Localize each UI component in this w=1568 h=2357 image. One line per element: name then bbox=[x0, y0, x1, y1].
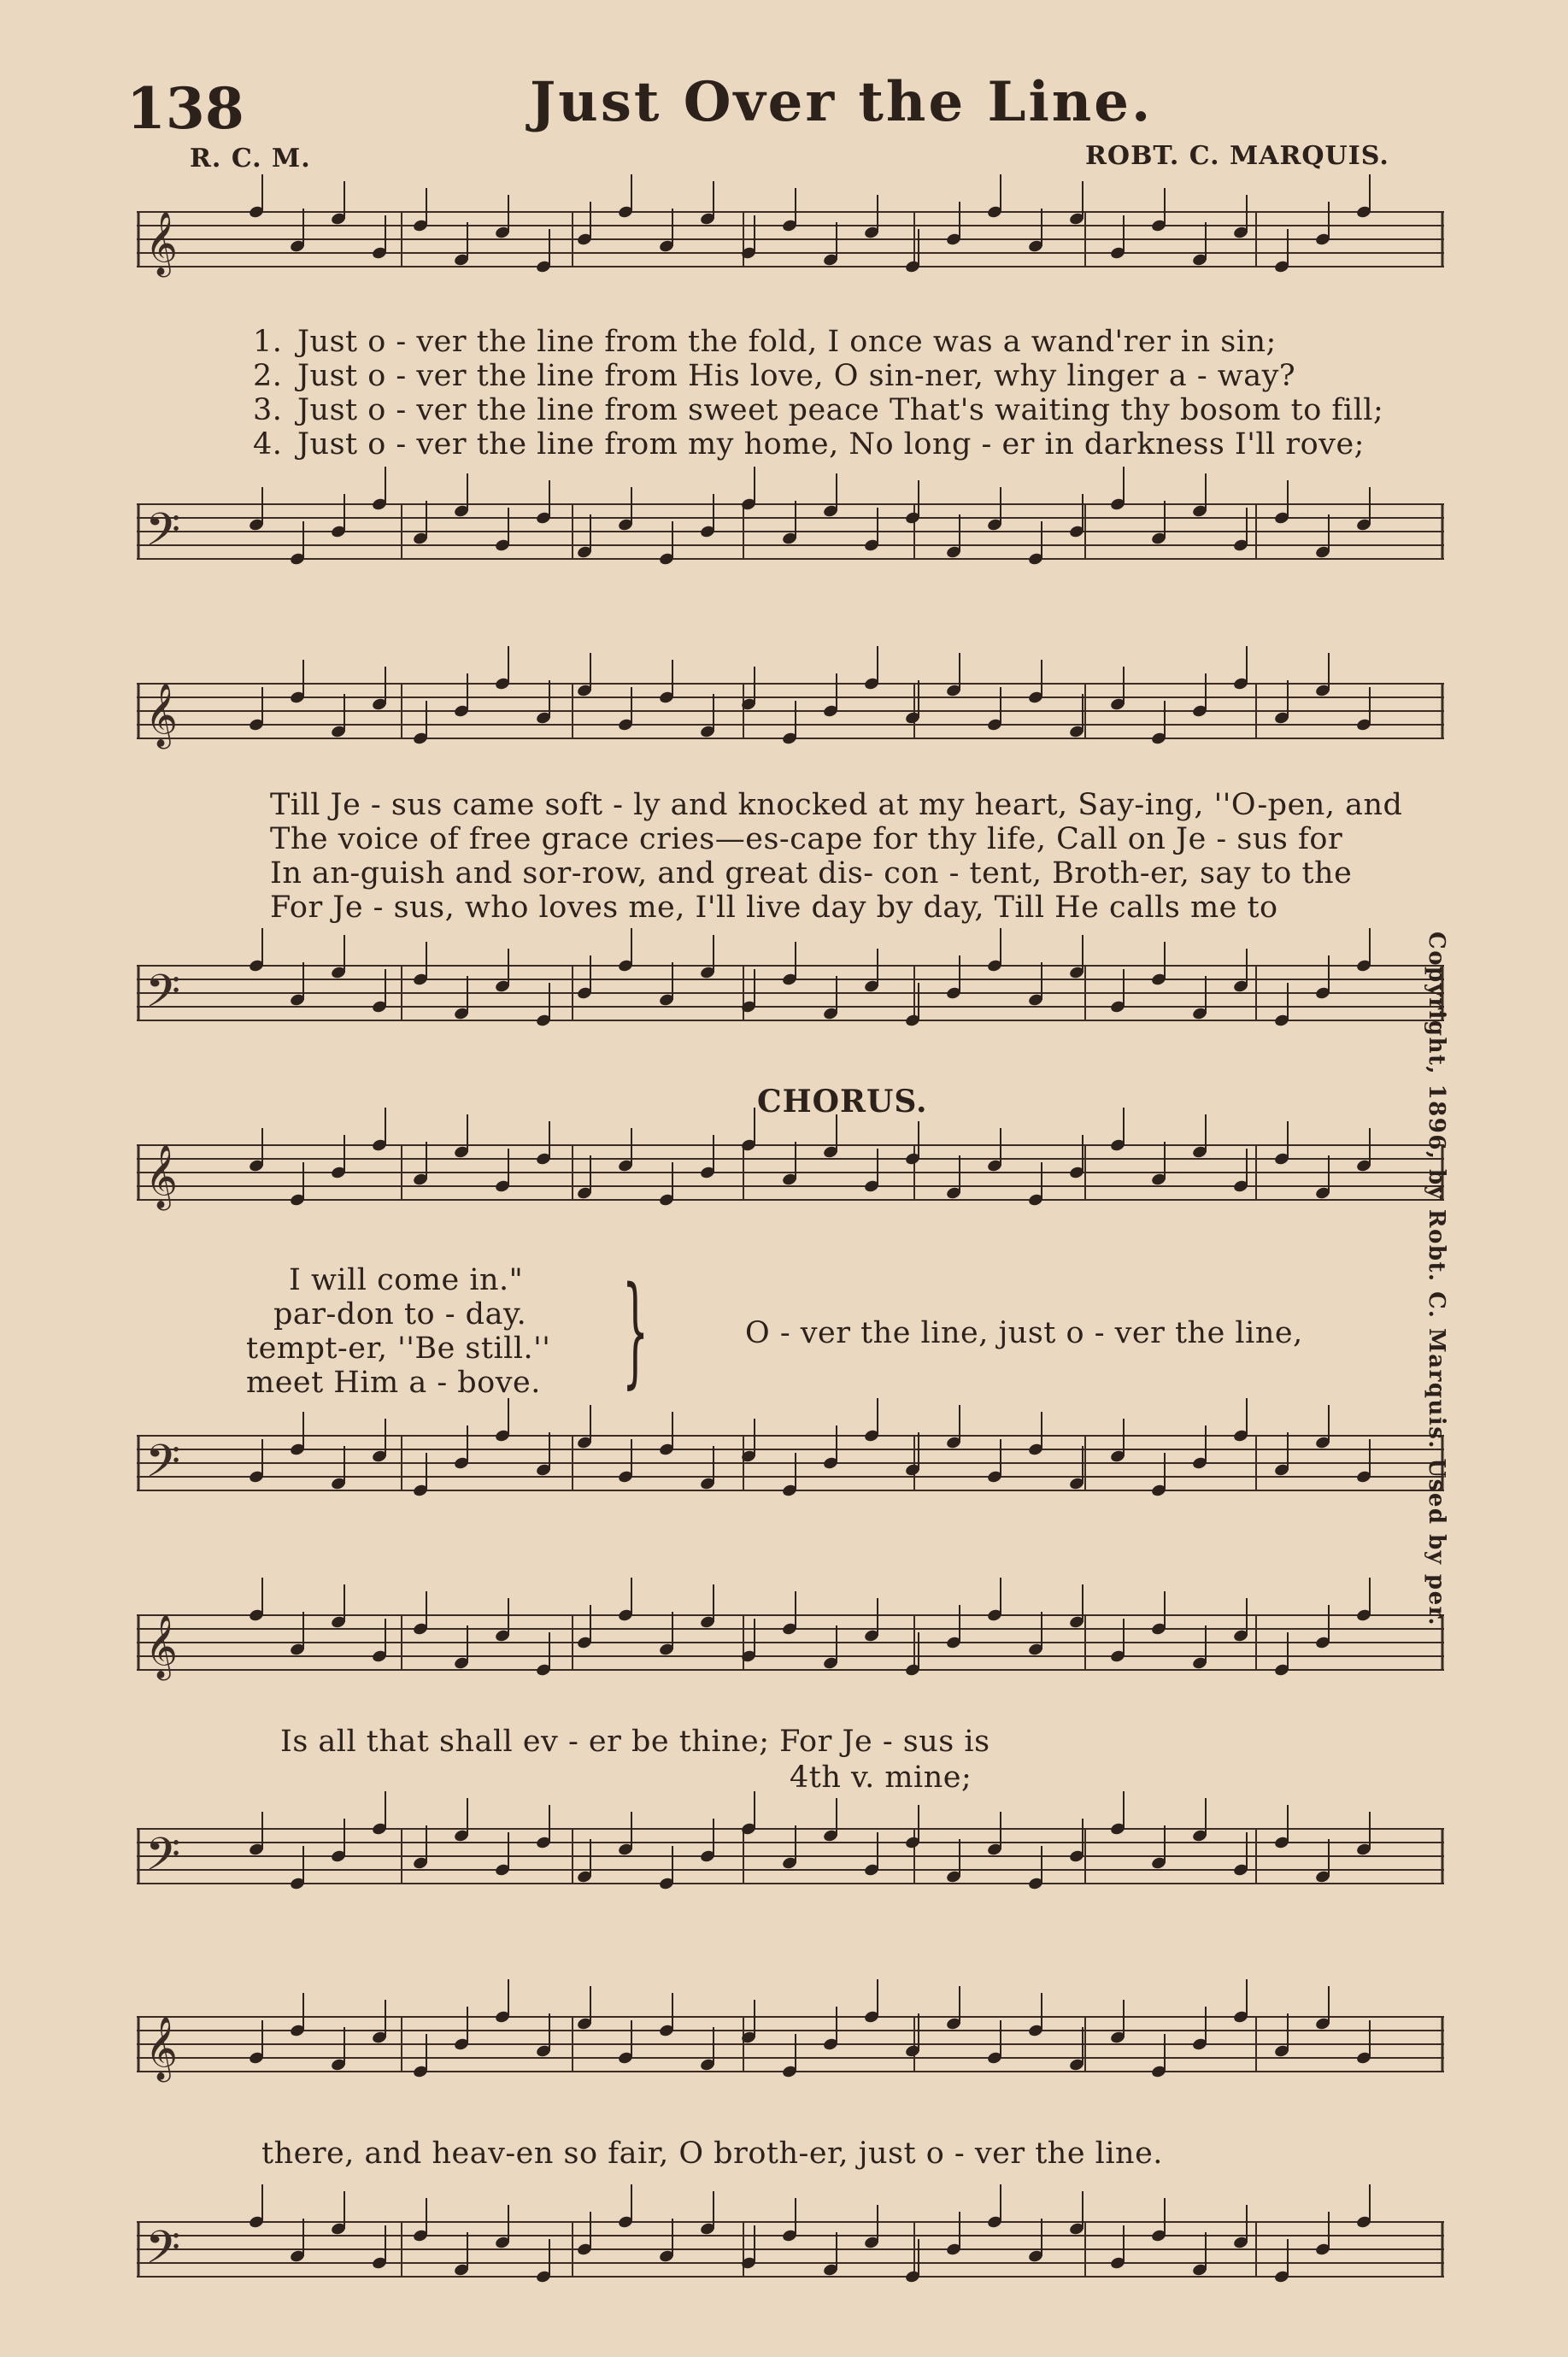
svg-text:𝄞: 𝄞 bbox=[145, 2017, 178, 2080]
verse-end-3: tempt-er, ''Be still.'' bbox=[246, 1331, 551, 1366]
svg-text:𝄞: 𝄞 bbox=[145, 212, 178, 275]
treble-staff-1 bbox=[137, 195, 1444, 285]
svg-text:𝄢: 𝄢 bbox=[145, 2222, 181, 2285]
chorus-lyric-2b: 4th v. mine; bbox=[790, 1760, 972, 1795]
svg-text:𝄢: 𝄢 bbox=[145, 966, 181, 1029]
verse-line-1: 1. Just o - ver the line from the fold, I once was a wand'rer in sin; bbox=[253, 325, 1277, 359]
verse-end-brace: } bbox=[622, 1261, 649, 1401]
verse-end-2: par-don to - day. bbox=[273, 1297, 527, 1331]
copyright-notice: Copyright, 1896, by Robt. C. Marquis. Used by per. bbox=[1424, 932, 1449, 1627]
chorus-lyric-1: O - ver the line, just o - ver the line, bbox=[745, 1316, 1303, 1350]
verse-end-4: meet Him a - bove. bbox=[246, 1366, 541, 1400]
svg-text:𝄢: 𝄢 bbox=[145, 1436, 181, 1499]
hymn-title: Just Over the Line. bbox=[530, 70, 1154, 134]
bass-staff-3 bbox=[137, 1419, 1444, 1508]
treble-staff-2 bbox=[137, 667, 1444, 756]
bass-staff-4 bbox=[137, 1812, 1444, 1901]
svg-text:𝄞: 𝄞 bbox=[145, 1145, 178, 1208]
bass-staff-5 bbox=[137, 2205, 1444, 2295]
svg-text:𝄢: 𝄢 bbox=[145, 504, 181, 567]
bass-staff-1 bbox=[137, 487, 1444, 577]
verse-end-1: I will come in." bbox=[289, 1263, 524, 1297]
music-credit: ROBT. C. MARQUIS. bbox=[1085, 141, 1389, 171]
chorus-lyric-2: Is all that shall ev - er be thine; For Je - sus is bbox=[280, 1725, 990, 1759]
bass-staff-2 bbox=[137, 949, 1444, 1038]
treble-staff-3 bbox=[137, 1128, 1444, 1218]
verse2-line-1: Till Je - sus came soft - ly and knocked at my heart, Say-ing, ''O-pen, and bbox=[270, 788, 1403, 822]
chorus-lyric-3: there, and heav-en so fair, O broth-er, just o - ver the line. bbox=[261, 2137, 1163, 2171]
verse-line-4: 4. Just o - ver the line from my home, No long - er in darkness I'll rove; bbox=[253, 427, 1365, 461]
treble-staff-4 bbox=[137, 1598, 1444, 1688]
verse2-line-4: For Je - sus, who loves me, I'll live day by day, Till He calls me to bbox=[270, 890, 1278, 925]
verse-line-3: 3. Just o - ver the line from sweet peace That's waiting thy bosom to fill; bbox=[253, 393, 1384, 427]
chorus-label: CHORUS. bbox=[757, 1084, 928, 1120]
verse-line-2: 2. Just o - ver the line from His love, O sin-ner, why linger a - way? bbox=[253, 359, 1296, 393]
verse2-line-2: The voice of free grace cries—es-cape for thy life, Call on Je - sus for bbox=[270, 822, 1343, 856]
svg-text:𝄞: 𝄞 bbox=[145, 1615, 178, 1678]
page-number: 138 bbox=[126, 75, 244, 142]
svg-text:𝄢: 𝄢 bbox=[145, 1829, 181, 1892]
words-credit: R. C. M. bbox=[190, 144, 311, 173]
treble-staff-5 bbox=[137, 2000, 1444, 2090]
verse2-line-3: In an-guish and sor-row, and great dis- con - tent, Broth-er, say to the bbox=[270, 856, 1353, 890]
svg-text:𝄞: 𝄞 bbox=[145, 684, 178, 747]
